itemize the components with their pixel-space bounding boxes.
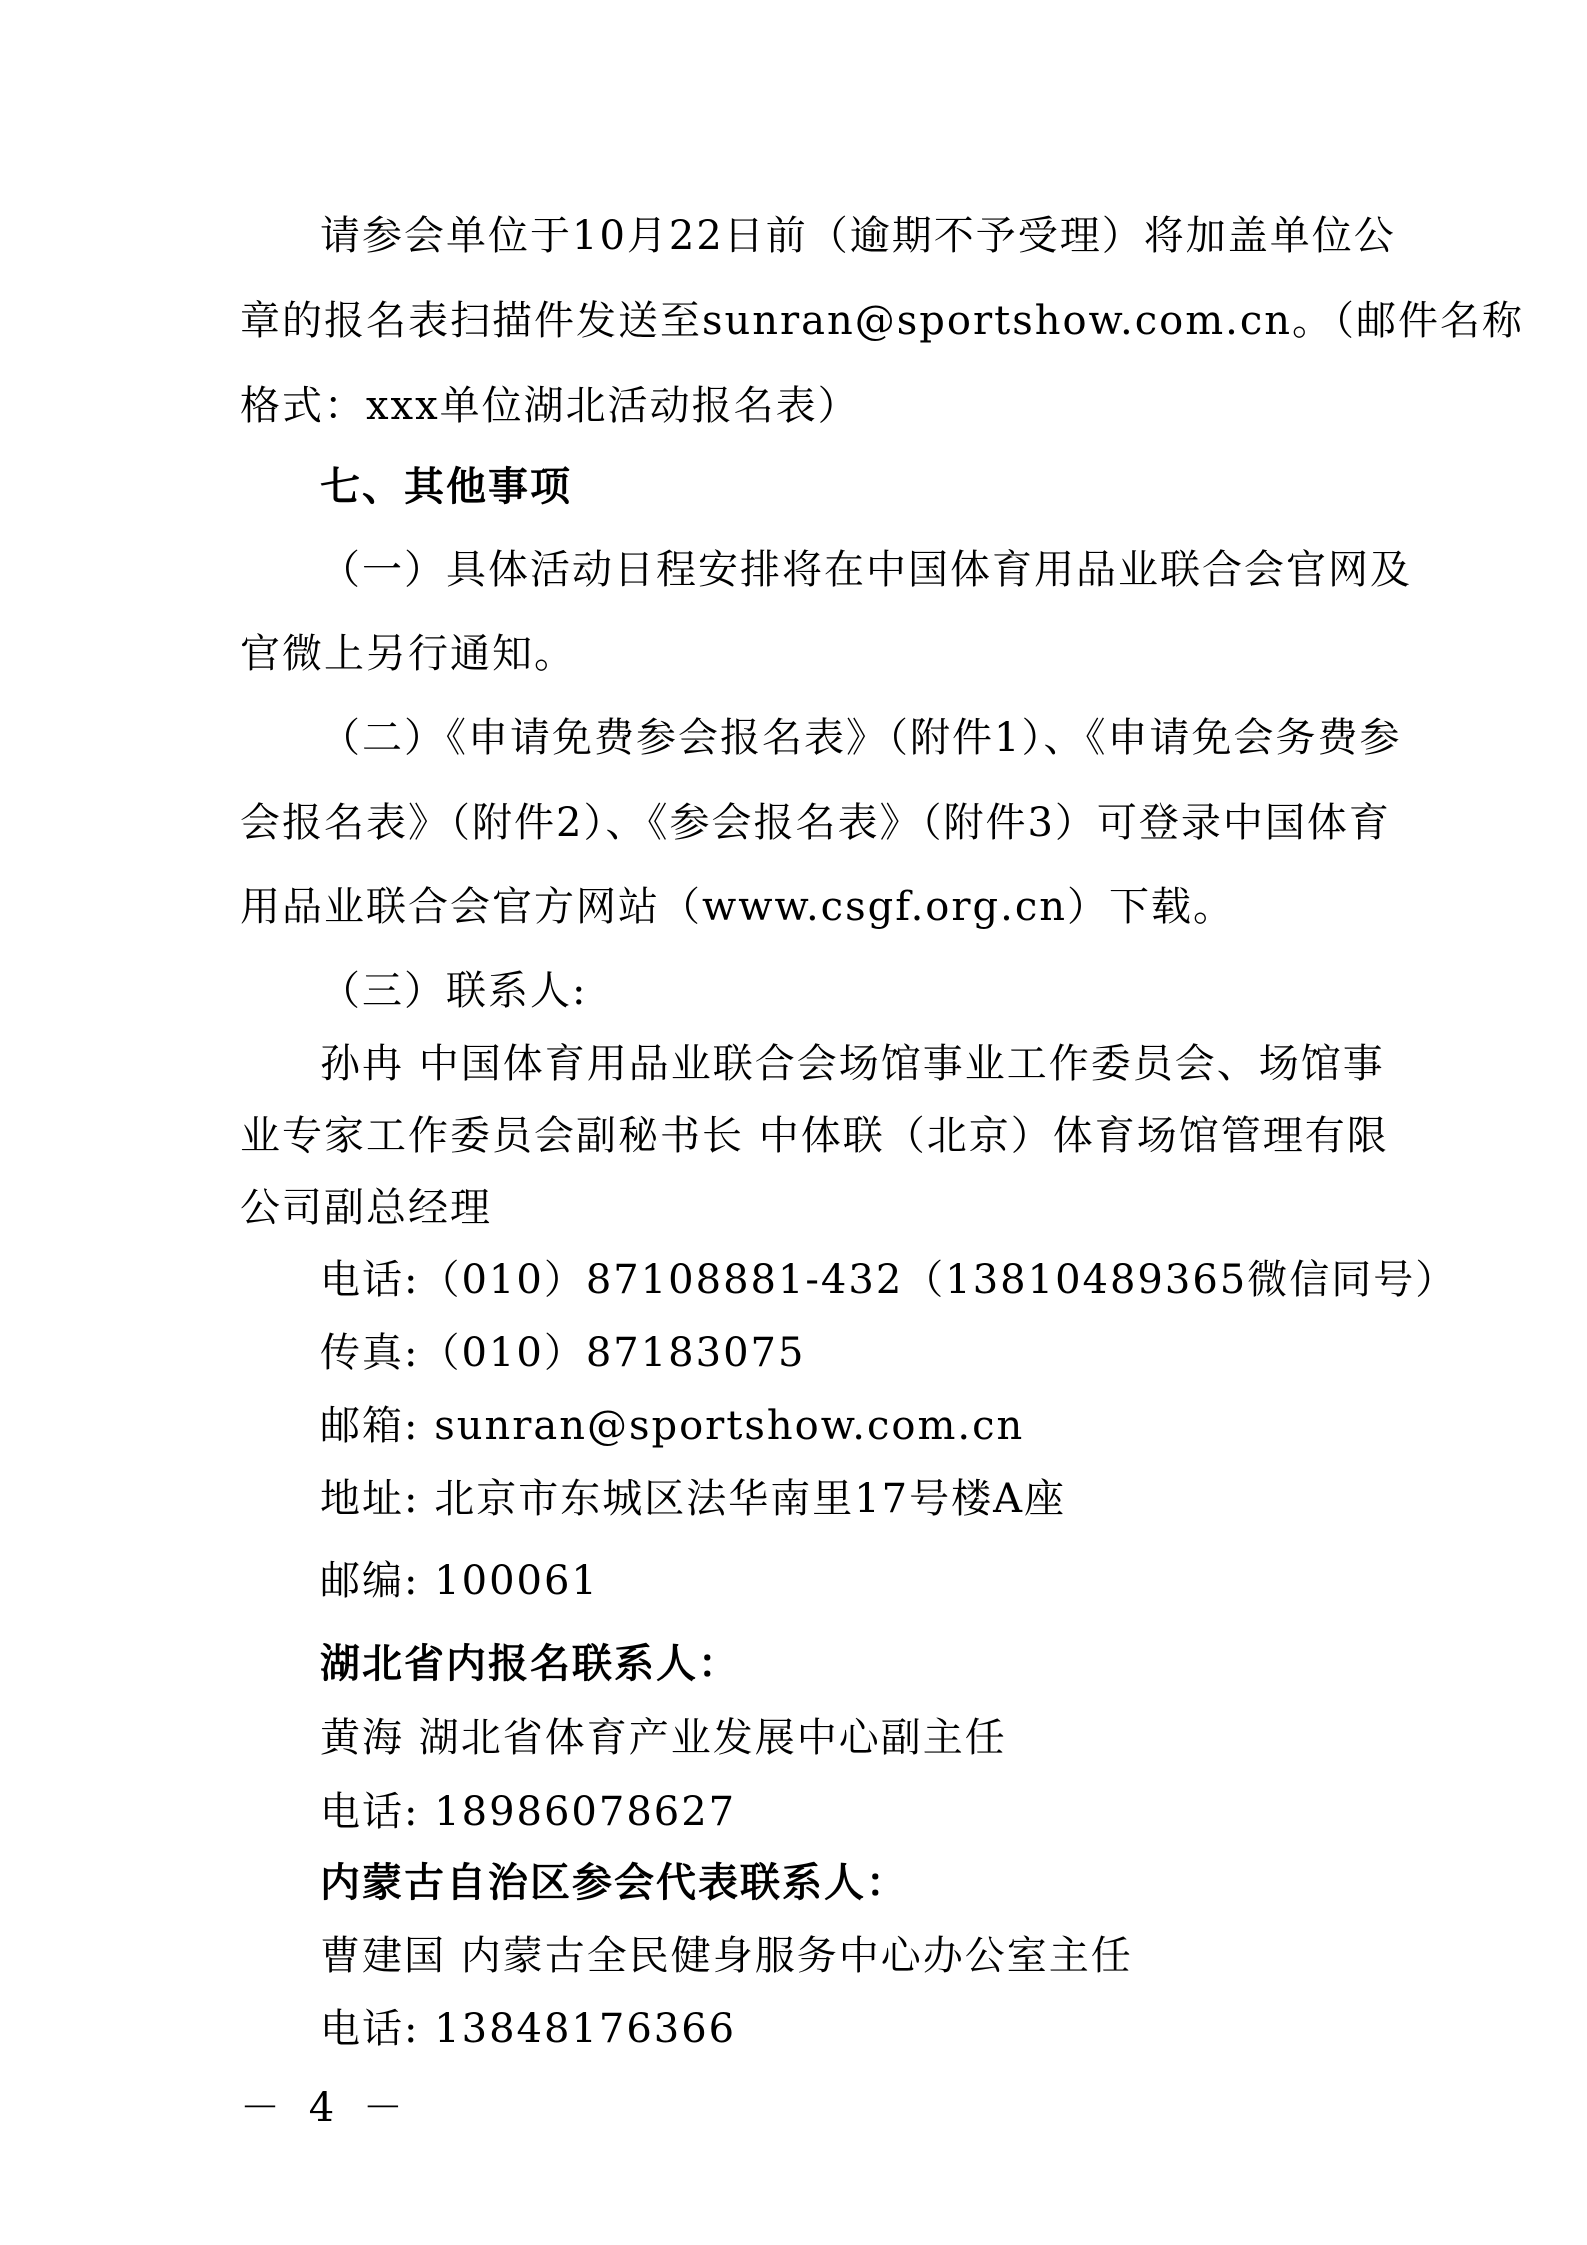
nmg-contact-person: 曹建国 内蒙古全民健身服务中心办公室主任 (320, 1933, 1133, 1979)
page-number: － 4 － (240, 2085, 411, 2131)
section-7-heading: 七、其他事项 (320, 464, 572, 510)
item-2-line-3: 用品业联合会官方网站（www.csgf.org.cn）下载。 (240, 884, 1235, 930)
registration-text-line-3: 格式：xxx单位湖北活动报名表） (240, 383, 860, 429)
contact-1-line-3: 公司副总经理 (240, 1185, 492, 1231)
nmg-contact-heading: 内蒙古自治区参会代表联系人： (320, 1860, 908, 1906)
contact-1-phone: 电话:（010）87108881-432（13810489365微信同号） (320, 1257, 1458, 1303)
contact-1-address: 地址: 北京市东城区法华南里17号楼A座 (320, 1476, 1066, 1522)
item-2-line-1: （二）《申请免费参会报名表》（附件1）、《申请免会务费参 (320, 715, 1402, 761)
contact-1-postcode: 邮编: 100061 (320, 1558, 599, 1604)
hubei-contact-heading: 湖北省内报名联系人： (320, 1641, 740, 1687)
contact-1-line-2: 业专家工作委员会副秘书长 中体联（北京）体育场馆管理有限 (240, 1113, 1389, 1159)
hubei-contact-person: 黄海 湖北省体育产业发展中心副主任 (320, 1715, 1007, 1761)
item-1-line-2: 官微上另行通知。 (240, 631, 576, 677)
contact-1-fax: 传真:（010）87183075 (320, 1330, 806, 1376)
registration-text-line-1: 请参会单位于10月22日前（逾期不予受理）将加盖单位公 (320, 213, 1396, 259)
nmg-contact-phone: 电话: 13848176366 (320, 2006, 737, 2052)
registration-text-line-2: 章的报名表扫描件发送至sunran@sportshow.com.cn。（邮件名称 (240, 298, 1525, 344)
contact-1-line-1: 孙冉 中国体育用品业联合会场馆事业工作委员会、场馆事 (320, 1041, 1385, 1087)
item-3-heading: （三）联系人: (320, 968, 588, 1014)
contact-1-email: 邮箱: sunran@sportshow.com.cn (320, 1403, 1025, 1449)
hubei-contact-phone: 电话: 18986078627 (320, 1789, 737, 1835)
item-1-line-1: （一）具体活动日程安排将在中国体育用品业联合会官网及 (320, 547, 1412, 593)
item-2-line-2: 会报名表》（附件2）、《参会报名表》（附件3）可登录中国体育 (240, 800, 1391, 846)
